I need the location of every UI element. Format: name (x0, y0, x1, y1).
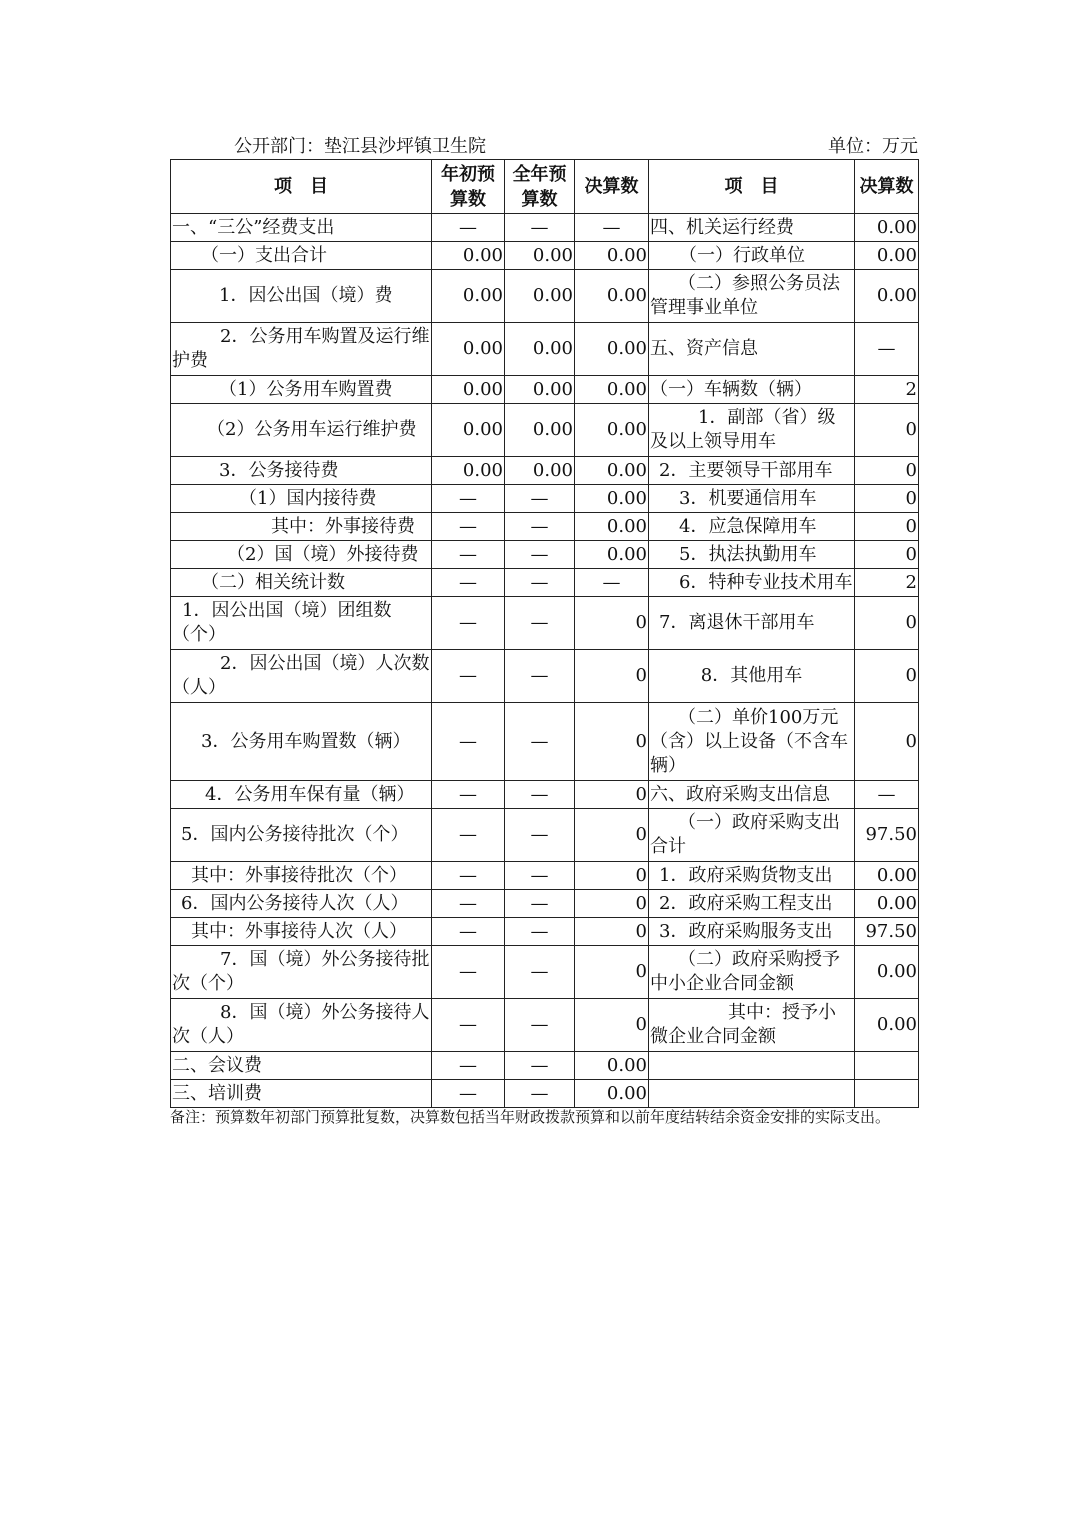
final-cell: 0 (575, 918, 649, 946)
annual-budget-cell: 0.00 (505, 242, 575, 270)
row-label: 1．因公出国（境）团组数（个） (171, 597, 432, 650)
table-row (171, 485, 919, 513)
annual-budget-cell: — (505, 999, 575, 1052)
table-row (171, 650, 919, 703)
right-final-cell: 0 (855, 404, 919, 457)
annual-budget-cell: — (505, 946, 575, 999)
right-final-cell: 2 (855, 376, 919, 404)
right-row-label: 3．机要通信用车 (649, 485, 855, 513)
right-row-label: 2．主要领导干部用车 (649, 457, 855, 485)
initial-budget-cell: — (432, 1080, 505, 1108)
final-cell: 0.00 (575, 1080, 649, 1108)
right-row-label: 五、资产信息 (649, 323, 855, 376)
right-final-cell: 0.00 (855, 270, 919, 323)
table-row (171, 1052, 919, 1080)
right-final-cell: 0.00 (855, 999, 919, 1052)
right-row-label: 其中：授予小微企业合同金额 (649, 999, 855, 1052)
right-row-label (649, 1080, 855, 1108)
annual-budget-cell: — (505, 809, 575, 862)
initial-budget-cell: — (432, 485, 505, 513)
final-cell: 0 (575, 781, 649, 809)
table-row (171, 404, 919, 457)
right-final-cell: 0.00 (855, 862, 919, 890)
right-final-cell: 0.00 (855, 946, 919, 999)
column-header-final-right: 决算数 (855, 160, 919, 214)
table-row (171, 862, 919, 890)
initial-budget-cell: — (432, 890, 505, 918)
row-label: 其中：外事接待批次（个） (171, 862, 432, 890)
annual-budget-cell: — (505, 918, 575, 946)
initial-budget-cell: 0.00 (432, 270, 505, 323)
row-label: 2．因公出国（境）人次数（人） (171, 650, 432, 703)
right-row-label: （二）单价100万元（含）以上设备（不含车辆） (649, 703, 855, 781)
final-cell: 0 (575, 862, 649, 890)
annual-budget-cell: — (505, 513, 575, 541)
initial-budget-cell: — (432, 946, 505, 999)
initial-budget-cell: — (432, 809, 505, 862)
column-header-item-right: 项 目 (649, 160, 855, 214)
initial-budget-cell: — (432, 1052, 505, 1080)
final-cell: 0.00 (575, 376, 649, 404)
annual-budget-cell: 0.00 (505, 323, 575, 376)
right-final-cell: — (855, 781, 919, 809)
initial-budget-cell: — (432, 513, 505, 541)
initial-budget-cell: 0.00 (432, 376, 505, 404)
right-final-cell: 97.50 (855, 809, 919, 862)
table-row (171, 946, 919, 999)
initial-budget-cell: — (432, 999, 505, 1052)
table-row (171, 457, 919, 485)
footnote: 备注：预算数年初部门预算批复数，决算数包括当年财政拨款预算和以前年度结转结余资金安排的实际支出。 (170, 1108, 891, 1126)
row-label: 5．国内公务接待批次（个） (171, 809, 432, 862)
table-row (171, 890, 919, 918)
table-row (171, 597, 919, 650)
right-row-label: 1．政府采购货物支出 (649, 862, 855, 890)
final-cell: 0.00 (575, 404, 649, 457)
table-row (171, 323, 919, 376)
table-row (171, 999, 919, 1052)
row-label: 6．国内公务接待人次（人） (171, 890, 432, 918)
table-row (171, 270, 919, 323)
initial-budget-cell: — (432, 918, 505, 946)
right-final-cell: 0 (855, 457, 919, 485)
row-label: （2）国（境）外接待费 (171, 541, 432, 569)
row-label: 一、“三公”经费支出 (171, 214, 432, 242)
final-cell: 0 (575, 999, 649, 1052)
right-row-label: （二）参照公务员法管理事业单位 (649, 270, 855, 323)
column-header-row (171, 160, 919, 214)
table-row (171, 1080, 919, 1108)
annual-budget-cell: — (505, 569, 575, 597)
annual-budget-cell: — (505, 862, 575, 890)
annual-budget-cell: — (505, 781, 575, 809)
initial-budget-cell: — (432, 703, 505, 781)
final-cell: 0 (575, 946, 649, 999)
annual-budget-cell: — (505, 485, 575, 513)
right-row-label: 7．离退休干部用车 (649, 597, 855, 650)
table-row (171, 376, 919, 404)
right-row-label: 4．应急保障用车 (649, 513, 855, 541)
row-label: 其中：外事接待费 (171, 513, 432, 541)
initial-budget-cell: — (432, 597, 505, 650)
right-final-cell: 0 (855, 650, 919, 703)
table-row (171, 918, 919, 946)
final-cell: 0.00 (575, 541, 649, 569)
row-label: 三、培训费 (171, 1080, 432, 1108)
annual-budget-cell: 0.00 (505, 457, 575, 485)
right-final-cell: 0 (855, 513, 919, 541)
table-row (171, 214, 919, 242)
table-header-line (170, 132, 918, 158)
row-label: （一）支出合计 (171, 242, 432, 270)
annual-budget-cell: — (505, 214, 575, 242)
table-row (171, 513, 919, 541)
unit-label: 单位：万元 (828, 136, 918, 157)
annual-budget-cell: — (505, 650, 575, 703)
annual-budget-cell: — (505, 1080, 575, 1108)
row-label: 1．因公出国（境）费 (171, 270, 432, 323)
annual-budget-cell: 0.00 (505, 376, 575, 404)
initial-budget-cell: — (432, 862, 505, 890)
final-cell: 0.00 (575, 1052, 649, 1080)
right-final-cell: 0 (855, 485, 919, 513)
final-cell: 0 (575, 650, 649, 703)
right-final-cell: 2 (855, 569, 919, 597)
right-final-cell: 0.00 (855, 242, 919, 270)
table-row (171, 569, 919, 597)
row-label: 8．国（境）外公务接待人次（人） (171, 999, 432, 1052)
right-final-cell: 0 (855, 597, 919, 650)
row-label: 2．公务用车购置及运行维护费 (171, 323, 432, 376)
initial-budget-cell: 0.00 (432, 457, 505, 485)
right-row-label: 6．特种专业技术用车 (649, 569, 855, 597)
right-row-label: 四、机关运行经费 (649, 214, 855, 242)
table-row (171, 809, 919, 862)
right-final-cell (855, 1080, 919, 1108)
right-row-label: （一）行政单位 (649, 242, 855, 270)
row-label: 其中：外事接待人次（人） (171, 918, 432, 946)
final-cell: 0.00 (575, 242, 649, 270)
three-public-expenses-table (170, 159, 919, 1108)
annual-budget-cell: — (505, 597, 575, 650)
right-final-cell: 0 (855, 703, 919, 781)
right-final-cell: — (855, 323, 919, 376)
right-row-label: 六、政府采购支出信息 (649, 781, 855, 809)
final-cell: — (575, 214, 649, 242)
right-row-label: 2．政府采购工程支出 (649, 890, 855, 918)
annual-budget-cell: — (505, 541, 575, 569)
right-row-label: （一）车辆数（辆） (649, 376, 855, 404)
row-label: 7．国（境）外公务接待批次（个） (171, 946, 432, 999)
column-header-annual-budget: 全年预算数 (505, 160, 575, 214)
annual-budget-cell: — (505, 890, 575, 918)
right-row-label: （二）政府采购授予中小企业合同金额 (649, 946, 855, 999)
annual-budget-cell: 0.00 (505, 404, 575, 457)
table-row (171, 703, 919, 781)
annual-budget-cell: — (505, 703, 575, 781)
initial-budget-cell: 0.00 (432, 242, 505, 270)
column-header-initial-budget: 年初预算数 (432, 160, 505, 214)
initial-budget-cell: 0.00 (432, 404, 505, 457)
table-row (171, 541, 919, 569)
initial-budget-cell: — (432, 214, 505, 242)
row-label: 3．公务接待费 (171, 457, 432, 485)
column-header-item: 项 目 (171, 160, 432, 214)
initial-budget-cell: — (432, 569, 505, 597)
right-row-label: （一）政府采购支出合计 (649, 809, 855, 862)
row-label: 4．公务用车保有量（辆） (171, 781, 432, 809)
row-label: （1）公务用车购置费 (171, 376, 432, 404)
right-final-cell: 0.00 (855, 214, 919, 242)
annual-budget-cell: 0.00 (505, 270, 575, 323)
right-final-cell: 0.00 (855, 890, 919, 918)
initial-budget-cell: — (432, 541, 505, 569)
final-cell: — (575, 569, 649, 597)
final-cell: 0.00 (575, 457, 649, 485)
final-cell: 0.00 (575, 270, 649, 323)
right-row-label: 1．副部（省）级及以上领导用车 (649, 404, 855, 457)
row-label: 二、会议费 (171, 1052, 432, 1080)
table-row (171, 242, 919, 270)
row-label: （二）相关统计数 (171, 569, 432, 597)
final-cell: 0 (575, 703, 649, 781)
right-row-label: 8．其他用车 (649, 650, 855, 703)
final-cell: 0 (575, 597, 649, 650)
row-label: （1）国内接待费 (171, 485, 432, 513)
table-row (171, 781, 919, 809)
final-cell: 0 (575, 809, 649, 862)
annual-budget-cell: — (505, 1052, 575, 1080)
final-cell: 0 (575, 890, 649, 918)
initial-budget-cell: — (432, 650, 505, 703)
row-label: 3．公务用车购置数（辆） (171, 703, 432, 781)
column-header-final: 决算数 (575, 160, 649, 214)
initial-budget-cell: — (432, 781, 505, 809)
right-final-cell: 0 (855, 541, 919, 569)
right-final-cell (855, 1052, 919, 1080)
right-row-label: 5．执法执勤用车 (649, 541, 855, 569)
final-cell: 0.00 (575, 323, 649, 376)
department-label: 公开部门：垫江县沙坪镇卫生院 (234, 136, 486, 157)
final-cell: 0.00 (575, 513, 649, 541)
initial-budget-cell: 0.00 (432, 323, 505, 376)
right-row-label (649, 1052, 855, 1080)
row-label: （2）公务用车运行维护费 (171, 404, 432, 457)
final-cell: 0.00 (575, 485, 649, 513)
right-row-label: 3．政府采购服务支出 (649, 918, 855, 946)
right-final-cell: 97.50 (855, 918, 919, 946)
